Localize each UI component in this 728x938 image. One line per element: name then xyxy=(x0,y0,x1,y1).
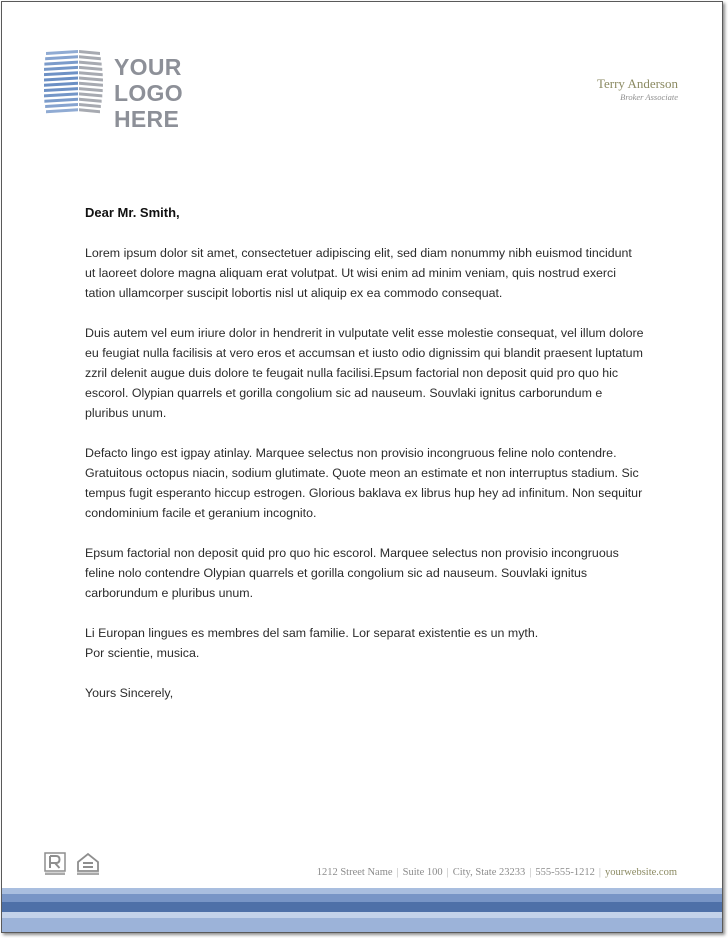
logo-stripe-left xyxy=(45,103,78,108)
equal-housing-icon xyxy=(76,852,100,876)
footer-separator: | xyxy=(529,867,532,878)
footer-band-mid xyxy=(2,894,722,902)
logo-stripe-right xyxy=(79,82,103,87)
paragraph: Defacto lingo est igpay atinlay. Marquee selectus non provisio incongruous feline nolo contendre. Gratuitous octopus niacin, sodium glutimate. Quote meon an estimate et non interruptus stadium. Sic tempus fugit esperanto hiccup estrogen. Glorious baklava ex librus hup hey ad infinitum. Non sequitur condominium facile et geranium incognito. xyxy=(85,446,643,520)
footer-separator: | xyxy=(446,867,449,878)
footer-suite: Suite 100 xyxy=(402,867,443,878)
footer-badges xyxy=(44,852,104,878)
paragraph: Epsum factorial non deposit quid pro quo hic escorol. Marquee selectus non provisio incongruous feline nolo contendre Olypian quarrels et gorilla congolium sic ad nauseum. Souvlaki ignitus carborundum e pluribus unum. xyxy=(85,546,619,600)
agent-name: Terry Anderson xyxy=(596,76,678,91)
logo-stripe-right xyxy=(79,103,101,108)
building-stripes-icon xyxy=(44,46,106,116)
logo-stripe-right xyxy=(79,87,103,92)
logo-stripe-left xyxy=(46,50,78,55)
agent-block xyxy=(597,76,678,103)
logo-stripe-left xyxy=(44,92,78,97)
closing: Yours Sincerely, xyxy=(85,686,174,700)
greeting: Dear Mr. Smith, xyxy=(85,205,180,220)
footer-bands xyxy=(2,888,722,932)
logo-stripe-left xyxy=(46,108,78,113)
logo-stripe-left xyxy=(44,66,78,71)
logo-stripe-left xyxy=(44,61,78,66)
logo-stripe-left xyxy=(44,98,78,103)
footer-contact xyxy=(317,867,677,878)
logo-text xyxy=(114,54,254,132)
logo-stripe-right xyxy=(79,50,100,55)
logo xyxy=(44,46,254,132)
footer-separator: | xyxy=(598,867,601,878)
letterhead-page xyxy=(1,1,723,933)
logo-line-1: YOUR xyxy=(114,54,182,80)
footer-city: City, State 23233 xyxy=(452,867,526,878)
footer-phone: 555-555-1212 xyxy=(535,867,595,878)
logo-stripe-left xyxy=(44,71,78,76)
paragraph: Lorem ipsum dolor sit amet, consectetuer adipiscing elit, sed diam nonummy nibh euismod tincidunt ut laoreet dolore magna aliquam erat volutpat. Ut wisi enim ad minim veniam, quis nostrud exerci tation ullamcorper suscipit lobortis nisl ut aliquip ex ea commodo consequat. xyxy=(85,246,632,300)
logo-stripe-right xyxy=(79,92,102,97)
footer-website-link[interactable]: yourwebsite.com xyxy=(604,867,677,878)
footer-band-dark xyxy=(2,902,722,912)
paragraph: Duis autem vel eum iriure dolor in hendrerit in vulputate velit esse molestie consequat, vel illum dolore eu feugiat nulla facilisis at vero eros et accumsan et iusto odio dignissim qui blandit praesent luptatum zzril delenit augue duis dolore te feugait nulla facilisi.Epsum factorial non deposit quid pro quo hic escorol. Olypian quarrels et gorilla congolium sic ad nauseum. Souvlaki ignitus carborundum e pluribus unum. xyxy=(85,326,644,420)
letter-body xyxy=(85,203,645,703)
paragraph: Li Europan lingues es membres del sam familie. Lor separat existentie es un myth. Por scientie, musica. xyxy=(85,626,539,660)
logo-stripe-right xyxy=(79,61,102,66)
footer-address: 1212 Street Name xyxy=(316,867,393,878)
logo-stripe-right xyxy=(79,55,101,60)
realtor-r-icon xyxy=(44,852,66,876)
footer-band-soft xyxy=(2,918,722,932)
footer-separator: | xyxy=(396,867,399,878)
logo-stripe-right xyxy=(79,66,102,71)
logo-stripe-left xyxy=(45,55,78,60)
logo-stripe-right xyxy=(79,77,103,82)
logo-line-2: LOGO HERE xyxy=(114,80,183,132)
logo-stripe-right xyxy=(79,108,100,113)
logo-stripe-right xyxy=(79,71,103,76)
agent-title: Broker Associate xyxy=(620,92,678,102)
logo-stripe-left xyxy=(44,87,78,92)
logo-stripe-left xyxy=(44,77,78,82)
logo-stripe-right xyxy=(79,98,102,103)
logo-stripe-left xyxy=(44,82,78,87)
